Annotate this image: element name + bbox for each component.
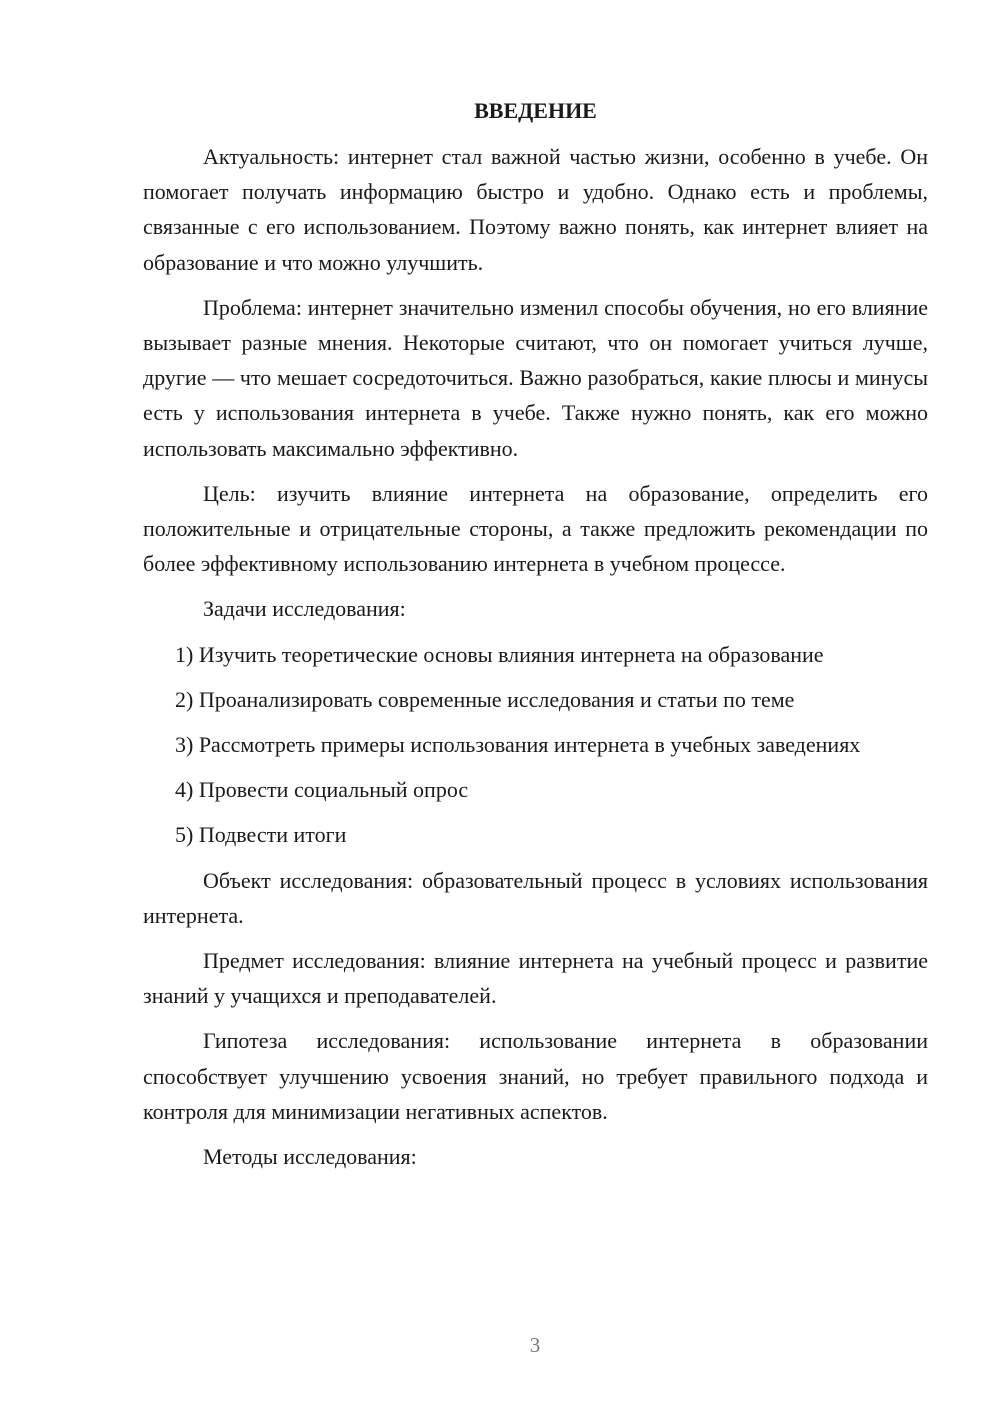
section-title: ВВЕДЕНИЕ: [474, 98, 597, 123]
tasks-heading: Задачи исследования:: [203, 596, 406, 622]
task-item-1: 1) Изучить теоретические основы влияния интернета на образование: [175, 641, 824, 667]
methods-heading: Методы исследования:: [203, 1144, 417, 1170]
paragraph-problem: Проблема: интернет значительно изменил способы обучения, но его влияние вызывает разные мнения. Некоторые считают, что он помогает учиться лучше, другие — что мешает сосредоточиться. Важно разобраться, какие плюсы и минусы есть у использования интернета в учебе. Также нужно понять, как его можно использовать максимально эффективно.: [143, 294, 928, 461]
task-item-5: 5) Подвести итоги: [175, 822, 347, 848]
document-page: [143, 95, 928, 1184]
paragraph-object: Объект исследования: образовательный процесс в условиях использования интернета.: [143, 867, 928, 928]
paragraph-hypothesis: Гипотеза исследования: использование интернета в образовании способствует улучшению усвоения знаний, но требует правильного подхода и контроля для минимизации негативных аспектов.: [143, 1028, 928, 1124]
task-item-2: 2) Проанализировать современные исследования и статьи по теме: [175, 686, 795, 712]
paragraph-goal: Цель: изучить влияние интернета на образование, определить его положительные и отрицательные стороны, а также предложить рекомендации по более эффективному использованию интернета в учебном процессе.: [143, 480, 928, 577]
page-number: 3: [529, 1333, 541, 1357]
paragraph-relevance: Актуальность: интернет стал важной частью жизни, особенно в учебе. Он помогает получать информацию быстро и удобно. Однако есть и проблемы, связанные с его использованием. Поэтому важно понять, как интернет влияет на образование и что можно улучшить.: [143, 144, 928, 275]
task-item-3: 3) Рассмотреть примеры использования интернета в учебных заведениях: [175, 732, 861, 758]
paragraph-subject: Предмет исследования: влияние интернета на учебный процесс и развитие знаний у учащихся и преподавателей.: [143, 948, 928, 1009]
task-item-4: 4) Провести социальный опрос: [175, 777, 469, 803]
